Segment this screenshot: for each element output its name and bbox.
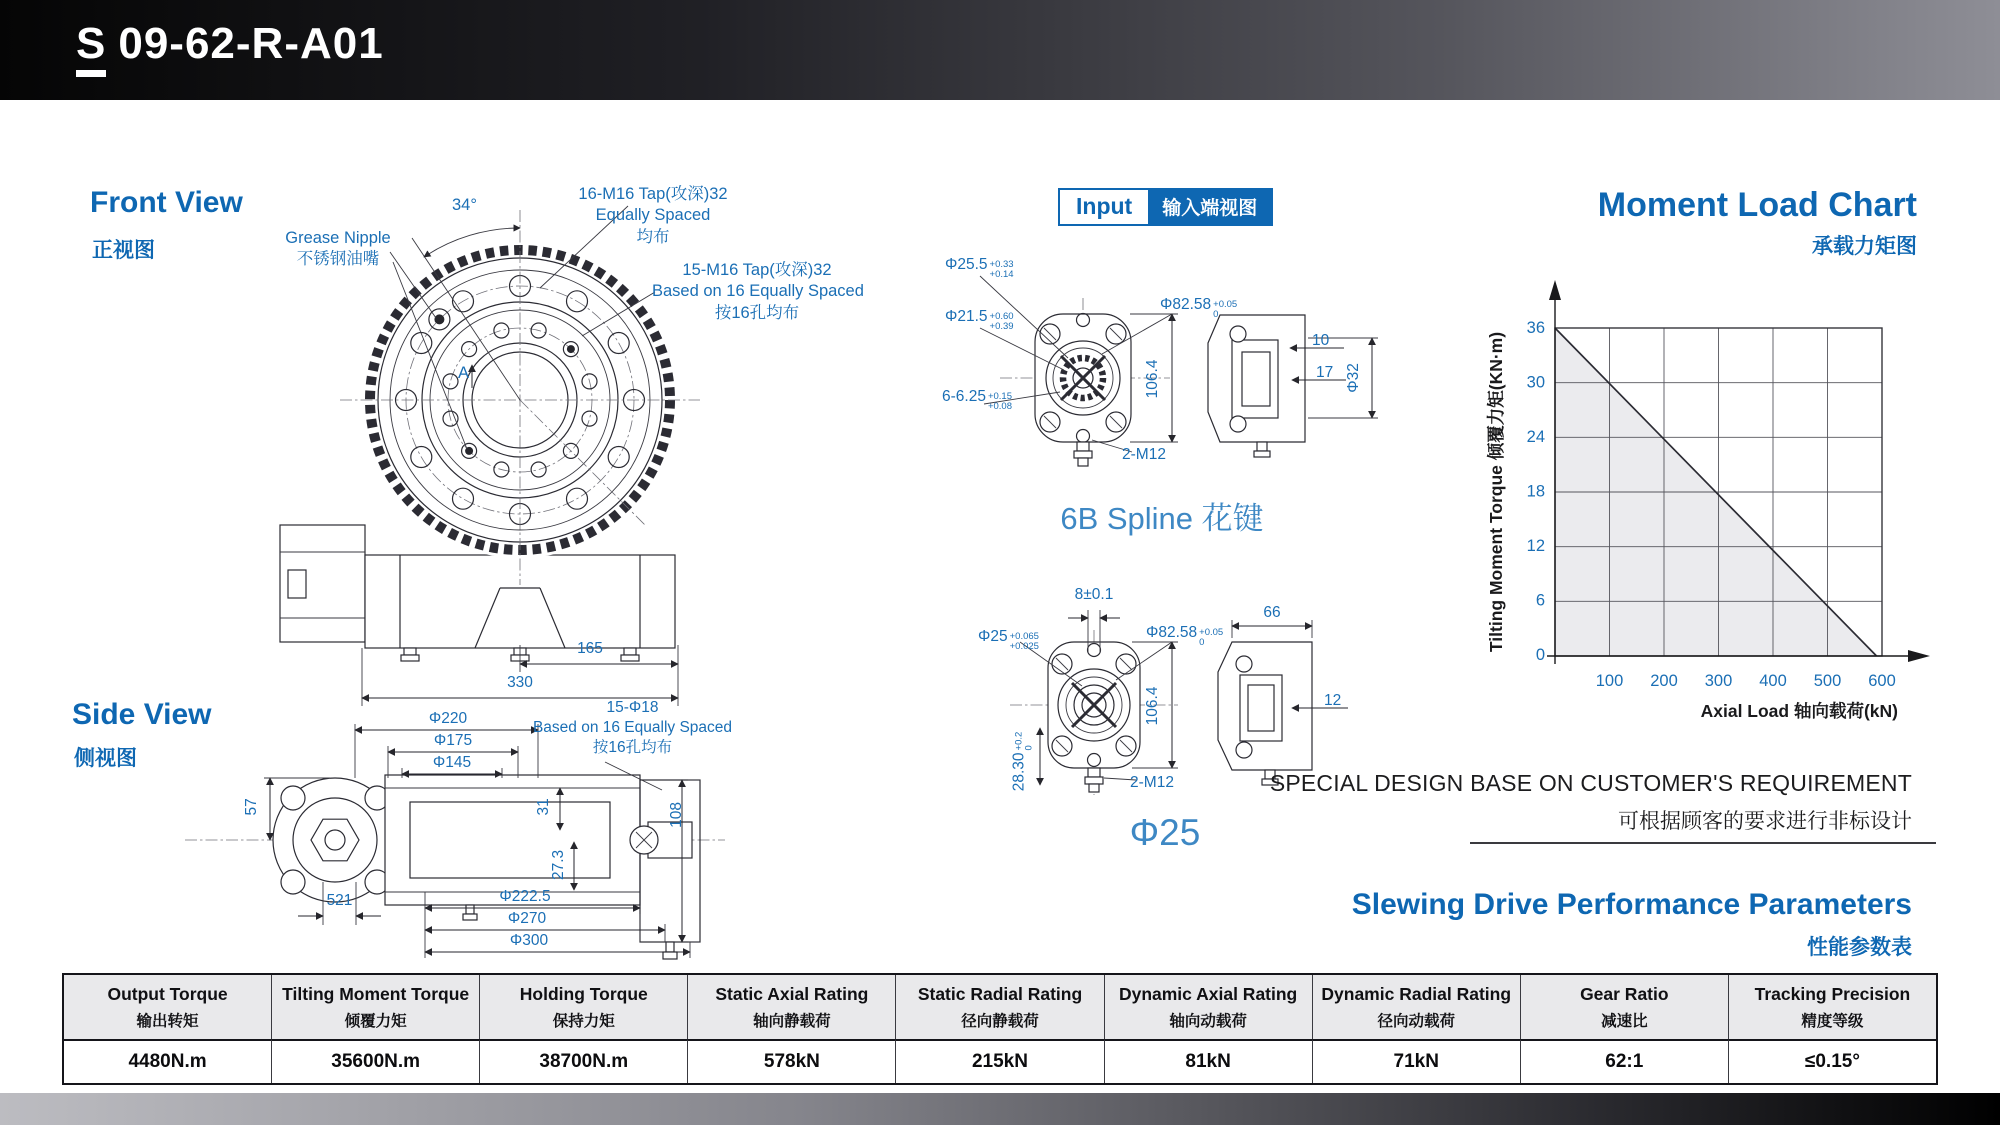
ytick-24: 24	[1526, 428, 1545, 446]
col-dynamic-axial-rating: Dynamic Axial Rating 轴向动载荷	[1105, 975, 1313, 1039]
dim-side-2225: Φ222.5	[499, 888, 551, 905]
moment-load-chart-svg	[1440, 240, 1960, 745]
dim-phi25-2830: 28.30 +0.2 0	[1010, 731, 1034, 792]
dim-phi25-2m12: 2-M12	[1130, 774, 1174, 791]
chart-title: Moment Load Chart	[1597, 186, 1917, 224]
dim-front-165: 165	[577, 640, 603, 657]
value-static-radial-rating: 215kN	[896, 1039, 1104, 1083]
dim-side-521: 521	[326, 892, 353, 909]
value-tilting-moment-torque: 35600N.m	[272, 1039, 480, 1083]
chart-x-axis-arrow-icon	[1908, 650, 1930, 662]
col-tracking-precision: Tracking Precision 精度等级	[1729, 975, 1936, 1039]
col-static-axial-rating: Static Axial Rating 轴向静载荷	[688, 975, 896, 1039]
header-bar	[0, 0, 2000, 100]
dim-spline-8258: Φ82.58 +0.05 0	[1160, 296, 1238, 320]
ytick-36: 36	[1526, 319, 1545, 337]
xtick-500: 500	[1813, 672, 1842, 690]
performance-subtitle: 性能参数表	[1807, 936, 1912, 959]
dim-phi25-25: Φ25 +0.065 +0.025	[978, 628, 1039, 652]
dim-side-270: Φ270	[507, 910, 547, 927]
input-badge-en: Input	[1060, 190, 1148, 224]
col-holding-torque: Holding Torque 保持力矩	[480, 975, 688, 1039]
side-view-drawing	[170, 690, 750, 980]
chart-y-label: Tilting Moment Torque 倾覆力矩(KN·m)	[1486, 331, 1506, 653]
spline-view-drawing	[920, 240, 1400, 535]
dim-spline-32: Φ32	[1345, 363, 1363, 393]
dim-spline-10: 10	[1312, 332, 1330, 349]
front-view-title: Front View	[90, 186, 243, 219]
xtick-100: 100	[1595, 672, 1624, 690]
dim-phi25-1064: 106.4	[1144, 686, 1162, 726]
footer-bar	[0, 1093, 2000, 1125]
col-tilting-moment-torque: Tilting Moment Torque 倾覆力矩	[272, 975, 480, 1039]
dim-side-31: 31	[535, 798, 553, 816]
value-static-axial-rating: 578kN	[688, 1039, 896, 1083]
front-tap16-note: 16-M16 Tap(攻深)32 Equally Spaced 均布	[578, 185, 728, 246]
ytick-0: 0	[1535, 646, 1545, 664]
dim-side-273: 27.3	[550, 849, 568, 880]
value-dynamic-axial-rating: 81kN	[1105, 1039, 1313, 1083]
dim-front-angle: 34°	[452, 196, 477, 214]
dim-phi25-12: 12	[1324, 692, 1342, 709]
ytick-18: 18	[1526, 482, 1545, 501]
page-title-model: 09-62-R-A01	[118, 19, 384, 68]
moment-load-chart	[1440, 240, 1960, 745]
input-badge-zh: 输入端视图	[1148, 190, 1271, 224]
value-holding-torque: 38700N.m	[480, 1039, 688, 1083]
dim-spline-625: 6-6.25 +0.15 +0.08	[942, 388, 1012, 412]
performance-heading	[1352, 888, 1912, 961]
input-view-badge	[1058, 188, 1273, 226]
front-view-drawing	[200, 140, 880, 725]
value-dynamic-radial-rating: 71kN	[1313, 1039, 1521, 1083]
performance-title: Slewing Drive Performance Parameters	[1351, 888, 1912, 921]
dim-front-330: 330	[507, 674, 533, 691]
divider-line	[1470, 842, 1936, 844]
side-view-title: Side View	[72, 698, 212, 731]
performance-table-header-row	[64, 975, 1936, 1039]
page-title	[76, 19, 384, 77]
special-design-note-zh: 可根据顾客的要求进行非标设计	[1618, 810, 1912, 833]
page-title-series: S	[76, 22, 106, 77]
dim-side-220: Φ220	[428, 710, 468, 727]
front-tap15-note: 15-M16 Tap(攻深)32 Based on 16 Equally Spaced 按16孔均布	[652, 261, 864, 322]
dim-spline-2m12: 2-M12	[1122, 446, 1166, 463]
dim-spline-215: Φ21.5 +0.60 +0.39	[945, 308, 1014, 332]
dim-side-145: Φ145	[432, 754, 472, 771]
value-tracking-precision: ≤0.15°	[1729, 1039, 1936, 1083]
dim-side-175: Φ175	[433, 732, 473, 749]
ytick-6: 6	[1535, 591, 1545, 610]
side-holes-note: 15-Φ18 Based on 16 Equally Spaced 按16孔均布	[532, 699, 733, 757]
front-view-subtitle: 正视图	[92, 239, 155, 262]
value-gear-ratio: 62:1	[1521, 1039, 1729, 1083]
chart-subtitle: 承载力矩图	[1812, 235, 1917, 258]
xtick-300: 300	[1704, 672, 1733, 690]
chart-y-axis-arrow-icon	[1549, 280, 1561, 300]
col-gear-ratio: Gear Ratio 减速比	[1521, 975, 1729, 1039]
col-output-torque: Output Torque 输出转矩	[64, 975, 272, 1039]
value-output-torque: 4480N.m	[64, 1039, 272, 1083]
dim-spline-17: 17	[1316, 364, 1334, 381]
dim-phi25-8: 8±0.1	[1074, 586, 1114, 603]
col-dynamic-radial-rating: Dynamic Radial Rating 径向动载荷	[1313, 975, 1521, 1039]
chart-x-label: Axial Load 轴向载荷(kN)	[1700, 701, 1898, 721]
col-static-radial-rating: Static Radial Rating 径向静载荷	[896, 975, 1104, 1039]
special-design-note	[1270, 770, 1912, 835]
spline-title: 6B Spline 花键	[1060, 501, 1264, 536]
dim-spline-255: Φ25.5 +0.33 +0.14	[945, 256, 1014, 280]
dim-phi25-8258: Φ82.58 +0.05 0	[1146, 624, 1224, 648]
xtick-200: 200	[1650, 672, 1678, 690]
front-grease-note: Grease Nipple 不锈钢油嘴	[285, 229, 391, 269]
performance-table	[62, 973, 1938, 1085]
side-view-subtitle: 侧视图	[74, 747, 137, 770]
xtick-400: 400	[1759, 672, 1787, 690]
front-section-label: A	[458, 364, 470, 382]
ytick-30: 30	[1526, 373, 1545, 392]
dim-phi25-66: 66	[1263, 604, 1281, 621]
dim-spline-1064: 106.4	[1144, 359, 1162, 399]
dim-side-57: 57	[243, 798, 261, 816]
performance-table-value-row	[64, 1039, 1936, 1083]
dim-side-108: 108	[668, 801, 686, 828]
xtick-600: 600	[1868, 672, 1896, 690]
ytick-12: 12	[1526, 537, 1545, 555]
phi25-title: Φ25	[1129, 812, 1201, 853]
special-design-note-en: SPECIAL DESIGN BASE ON CUSTOMER'S REQUIREMENT	[1269, 770, 1912, 796]
dim-side-300: Φ300	[509, 932, 549, 949]
